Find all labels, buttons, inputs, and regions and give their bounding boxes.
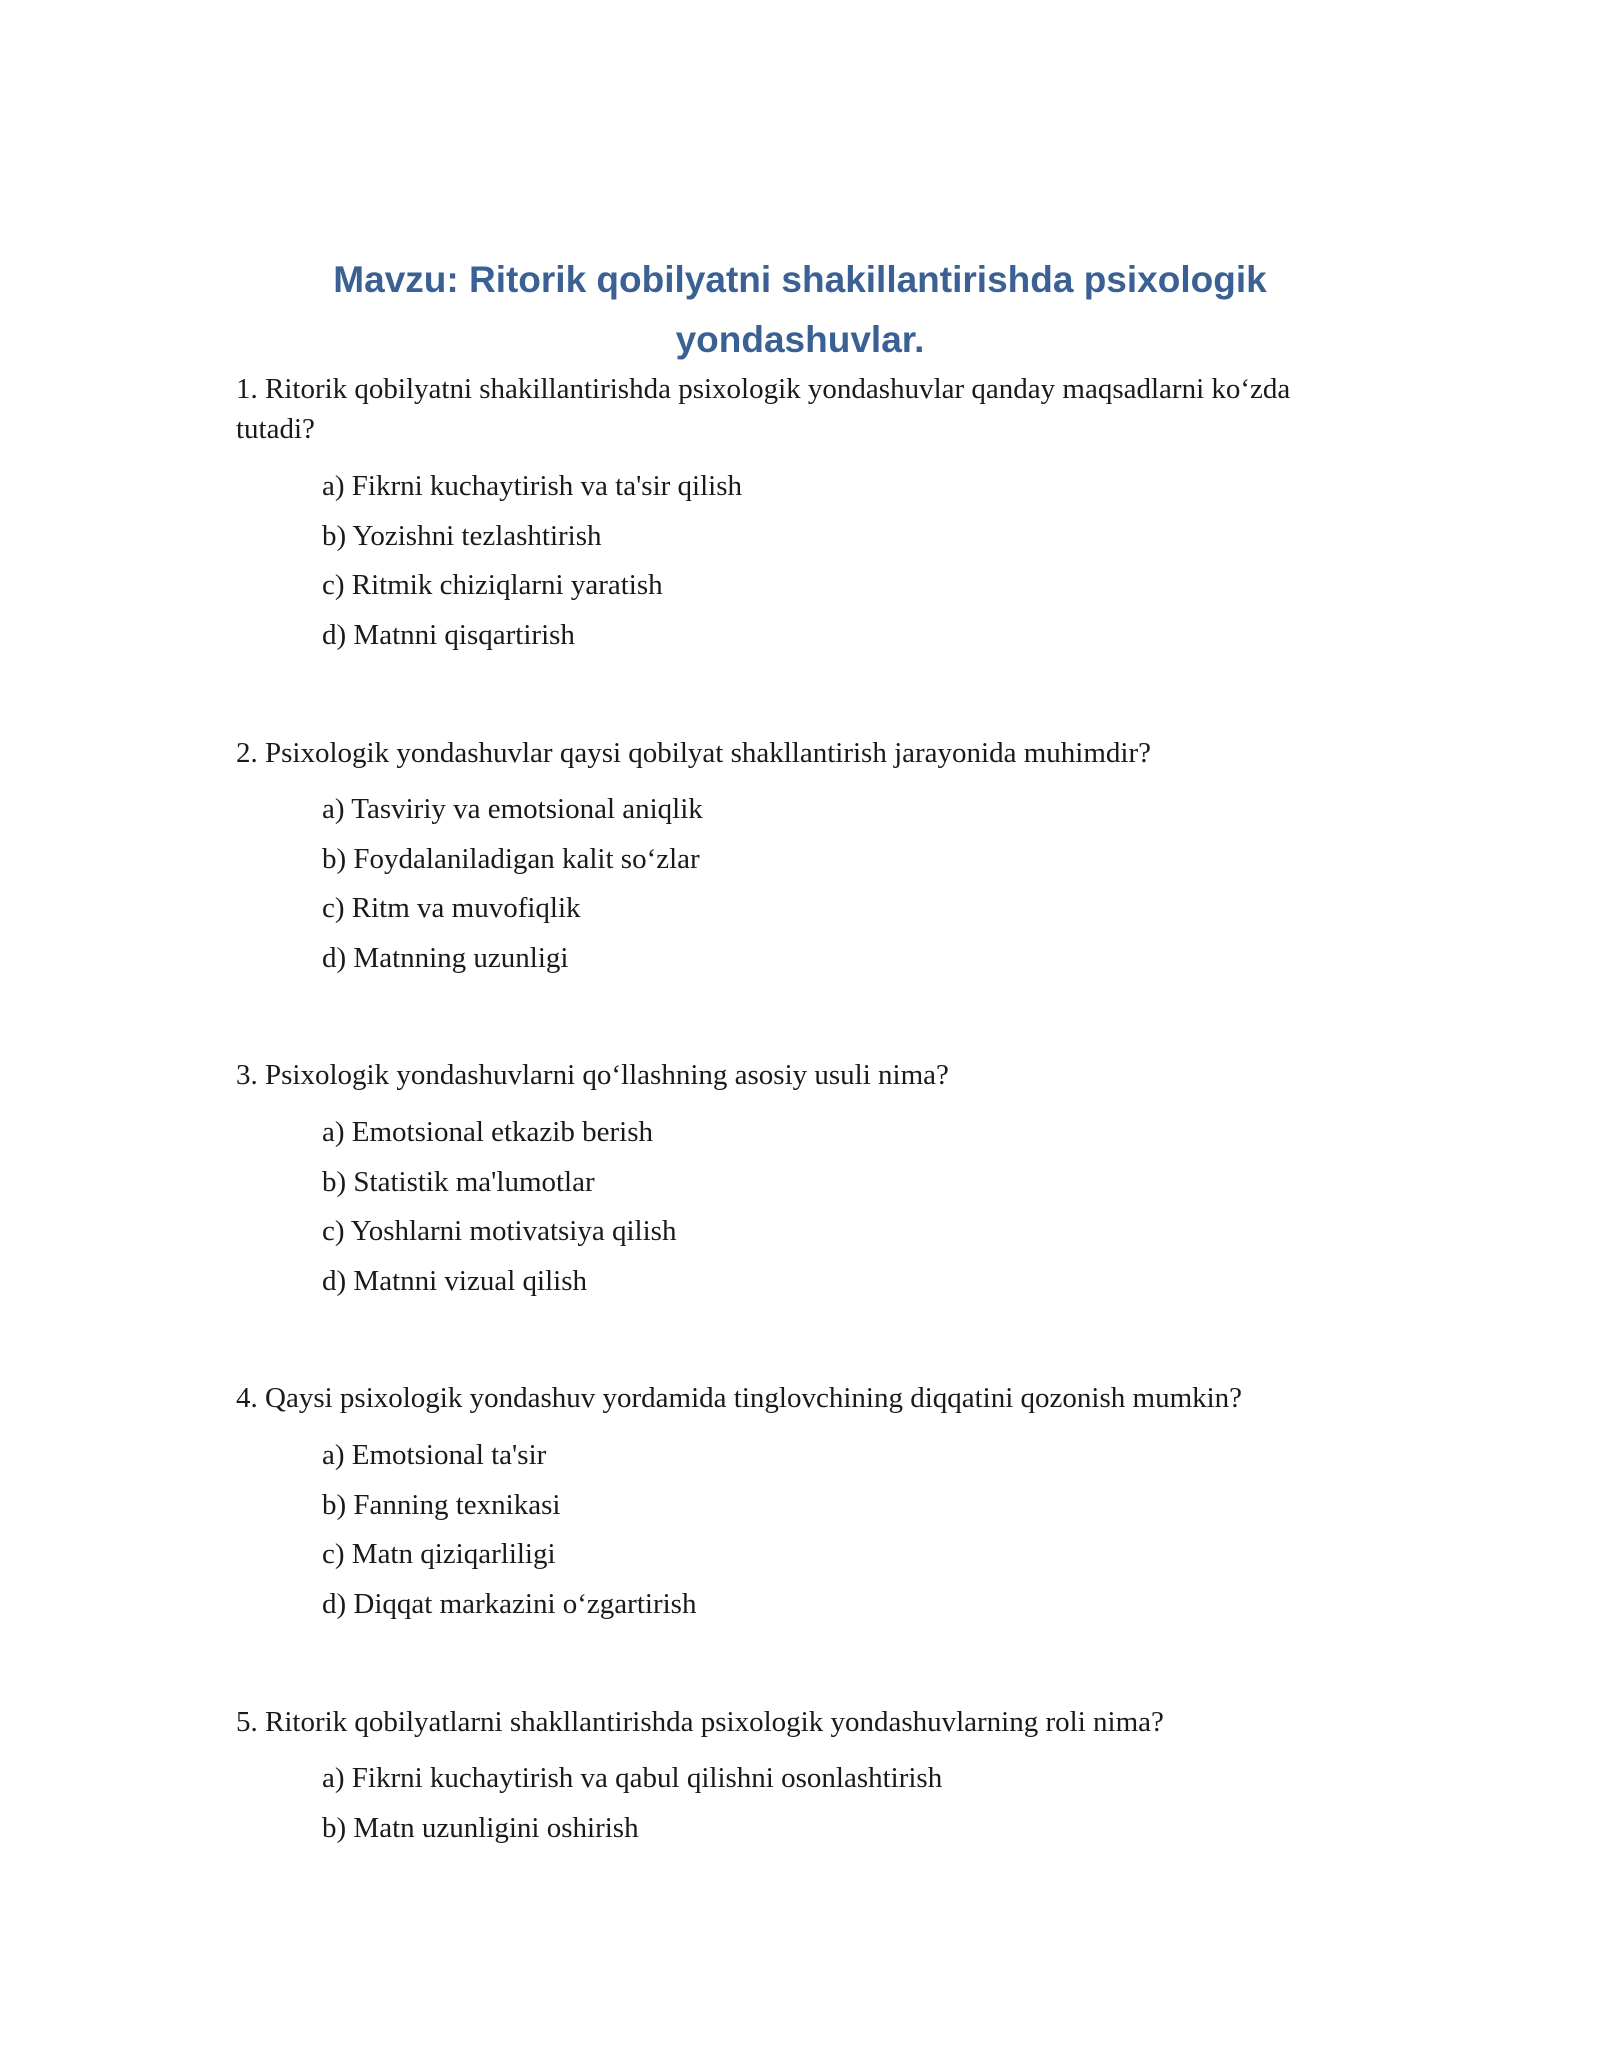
options-list-1 xyxy=(322,462,742,660)
option-4d: d) Diqqat markazini o‘zgartirish xyxy=(322,1587,697,1620)
option-5b: b) Matn uzunligini oshirish xyxy=(322,1811,639,1844)
question-1: 1. Ritorik qobilyatni shakillantirishda psixologik yondashuvlar qanday maqsadlarni ko‘zda tutadi? xyxy=(236,373,1291,445)
option-3d: d) Matnni vizual qilish xyxy=(322,1264,587,1297)
option-2c: c) Ritm va muvofiqlik xyxy=(322,892,581,924)
question-4: 4. Qaysi psixologik yondashuv yordamida tinglovchining diqqatini qozonish mumkin? xyxy=(236,1382,1243,1414)
options-list-5 xyxy=(322,1754,942,1853)
question-5: 5. Ritorik qobilyatlarni shakllantirishda psixologik yondashuvlarning roli nima? xyxy=(236,1706,1164,1738)
options-list-2 xyxy=(322,785,703,983)
option-4a: a) Emotsional ta'sir xyxy=(322,1439,547,1471)
document-title: Mavzu: Ritorik qobilyatni shakillantirishda psixologik yondashuvlar. xyxy=(333,259,1267,360)
option-2a: a) Tasviriy va emotsional aniqlik xyxy=(322,793,703,825)
question-2: 2. Psixologik yondashuvlar qaysi qobilyat shakllantirish jarayonida muhimdir? xyxy=(236,737,1151,769)
option-4c: c) Matn qiziqarliligi xyxy=(322,1538,556,1570)
option-3c: c) Yoshlarni motivatsiya qilish xyxy=(322,1215,677,1247)
option-1a: a) Fikrni kuchaytirish va ta'sir qilish xyxy=(322,470,743,502)
question-3: 3. Psixologik yondashuvlarni qo‘llashning asosiy usuli nima? xyxy=(236,1059,949,1091)
option-3a: a) Emotsional etkazib berish xyxy=(322,1116,653,1148)
option-1d: d) Matnni qisqartirish xyxy=(322,618,575,651)
options-list-4 xyxy=(322,1431,696,1629)
option-1c: c) Ritmik chiziqlarni yaratish xyxy=(322,569,663,601)
options-list-3 xyxy=(322,1108,676,1306)
option-3b: b) Statistik ma'lumotlar xyxy=(322,1165,595,1198)
option-2b: b) Foydalaniladigan kalit so‘zlar xyxy=(322,842,700,875)
option-1b: b) Yozishni tezlashtirish xyxy=(322,519,602,552)
option-2d: d) Matnning uzunligi xyxy=(322,941,569,974)
option-5a: a) Fikrni kuchaytirish va qabul qilishni osonlashtirish xyxy=(322,1762,943,1794)
option-4b: b) Fanning texnikasi xyxy=(322,1488,561,1521)
